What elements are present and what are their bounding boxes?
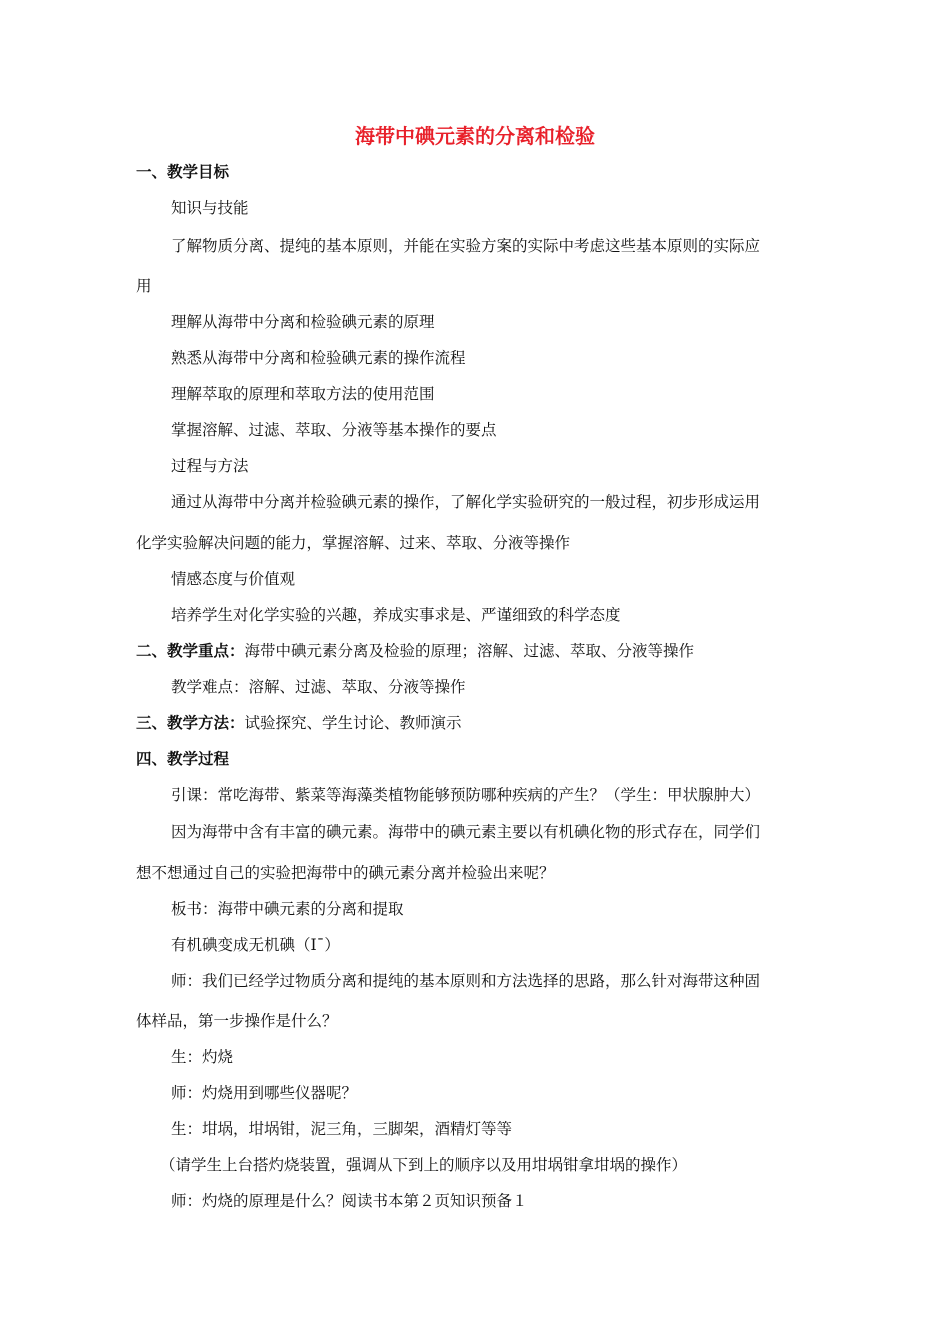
section-4-heading: 四、教学过程 bbox=[136, 749, 230, 768]
section-1-heading: 一、教学目标 bbox=[136, 162, 230, 181]
paragraph-line: 师：我们已经学过物质分离和提纯的基本原则和方法选择的思路，那么针对海带这种固 bbox=[171, 972, 761, 990]
teaching-difficulty: 教学难点：溶解、过滤、萃取、分液等操作 bbox=[171, 678, 466, 696]
paragraph-line: 因为海带中含有丰富的碘元素。海带中的碘元素主要以有机碘化物的形式存在，同学们 bbox=[171, 823, 761, 841]
paragraph-line: 了解物质分离、提纯的基本原则，并能在实验方案的实际中考虑这些基本原则的实际应 bbox=[171, 237, 761, 255]
section-2-text: 海带中碘元素分离及检验的原理；溶解、过滤、萃取、分液等操作 bbox=[244, 642, 695, 660]
paragraph-line: 想不想通过自己的实验把海带中的碘元素分离并检验出来呢？ bbox=[136, 864, 555, 882]
paragraph-line: 生：坩埚，坩埚钳，泥三角，三脚架，酒精灯等等 bbox=[171, 1120, 513, 1138]
section-2-heading: 二、教学重点： bbox=[136, 641, 245, 660]
section-3-text: 试验探究、学生讨论、教师演示 bbox=[244, 714, 462, 732]
paragraph-line: 生：灼烧 bbox=[171, 1048, 234, 1066]
paragraph-line: （请学生上台搭灼烧装置，强调从下到上的顺序以及用坩埚钳拿坩埚的操作） bbox=[160, 1156, 688, 1174]
subheading-knowledge-skills: 知识与技能 bbox=[171, 199, 249, 217]
paragraph-line: 理解萃取的原理和萃取方法的使用范围 bbox=[171, 385, 435, 403]
paragraph-line: 体样品，第一步操作是什么？ bbox=[136, 1012, 338, 1030]
subheading-process-method: 过程与方法 bbox=[171, 457, 249, 475]
paragraph-line: 培养学生对化学实验的兴趣，养成实事求是、严谨细致的科学态度 bbox=[171, 606, 621, 624]
paragraph-line: 化学实验解决问题的能力，掌握溶解、过来、萃取、分液等操作 bbox=[136, 534, 571, 552]
paragraph-line: 理解从海带中分离和检验碘元素的原理 bbox=[171, 313, 435, 331]
paragraph-line: 有机碘变成无机碘（I¯） bbox=[171, 936, 340, 954]
paragraph-line: 掌握溶解、过滤、萃取、分液等基本操作的要点 bbox=[171, 421, 497, 439]
section-2-line bbox=[136, 640, 694, 662]
paragraph-line: 熟悉从海带中分离和检验碘元素的操作流程 bbox=[171, 349, 466, 367]
paragraph-line: 用 bbox=[136, 277, 152, 295]
section-3-heading: 三、教学方法： bbox=[136, 713, 245, 732]
section-3-line bbox=[136, 712, 462, 734]
paragraph-line: 引课：常吃海带、紫菜等海藻类植物能够预防哪种疾病的产生？（学生：甲状腺肿大） bbox=[171, 786, 761, 804]
document-title: 海带中碘元素的分离和检验 bbox=[355, 124, 595, 148]
paragraph-line: 师：灼烧用到哪些仪器呢？ bbox=[171, 1084, 358, 1102]
paragraph-line: 师：灼烧的原理是什么？阅读书本第２页知识预备１ bbox=[171, 1192, 528, 1210]
paragraph-line: 板书：海带中碘元素的分离和提取 bbox=[171, 900, 404, 918]
paragraph-line: 通过从海带中分离并检验碘元素的操作，了解化学实验研究的一般过程，初步形成运用 bbox=[171, 493, 761, 511]
subheading-attitude-values: 情感态度与价值观 bbox=[171, 570, 296, 588]
